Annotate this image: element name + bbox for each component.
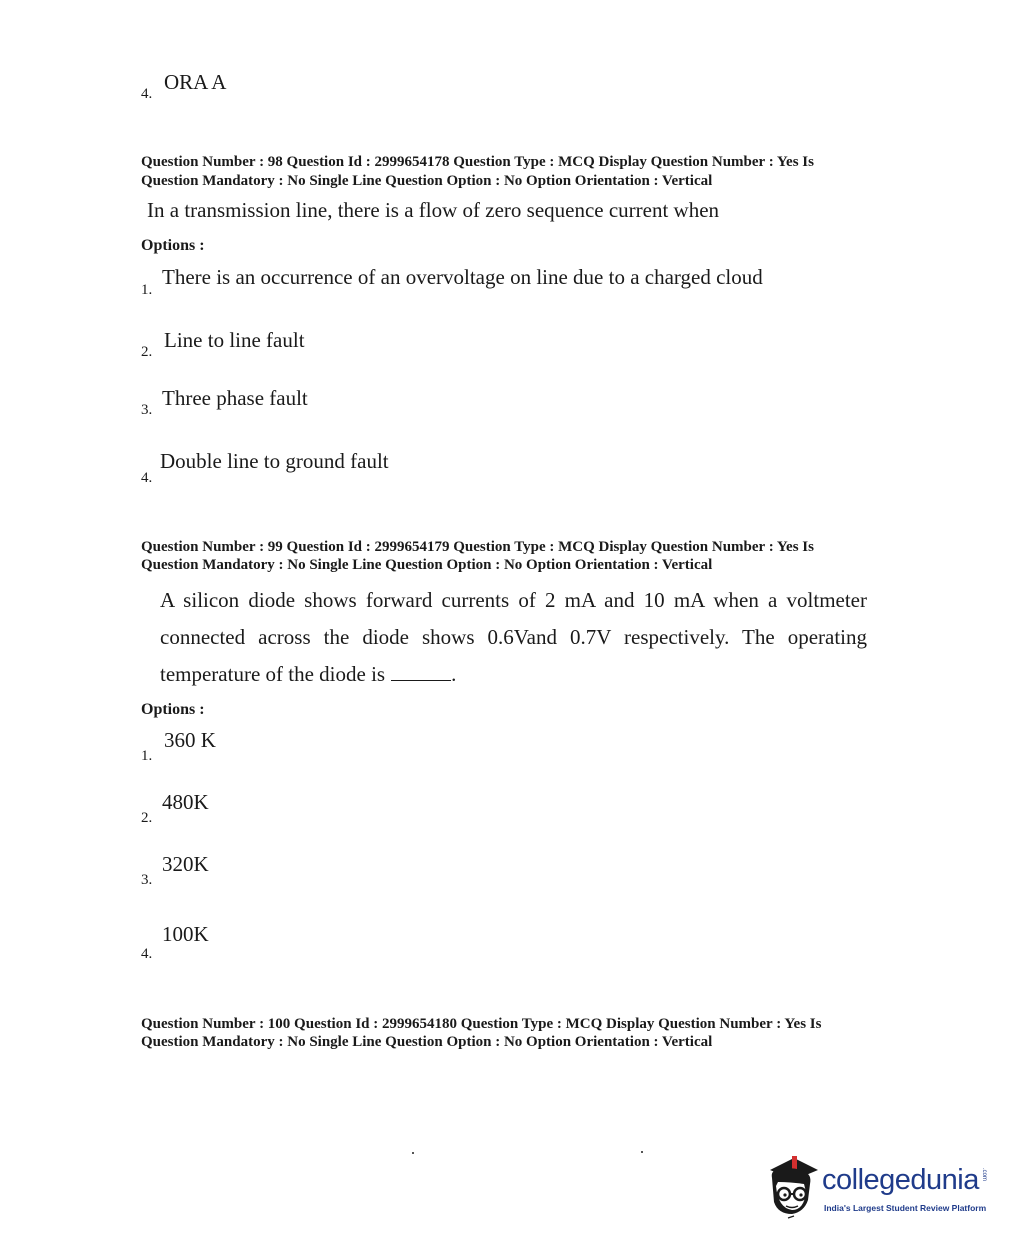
q98-option-2-number: 2. xyxy=(141,344,153,360)
q99-option-2-text: 480K xyxy=(162,790,209,814)
q98-stem: In a transmission line, there is a flow of zero sequence current when xyxy=(147,198,720,222)
collegedunia-logo xyxy=(764,1152,994,1224)
logo-tagline: India's Largest Student Review Platform xyxy=(824,1203,987,1213)
q99-option-3-number: 3. xyxy=(141,872,153,888)
q99-option-4-text: 100K xyxy=(162,922,209,946)
q100-meta-line2: Question Mandatory : No Single Line Question Option : No Option Orientation : Vertical xyxy=(141,1034,713,1050)
q99-stem-end: . xyxy=(451,662,457,686)
q100-meta-line1: Question Number : 100 Question Id : 2999654180 Question Type : MCQ Display Question Number : Yes Is xyxy=(141,1016,822,1032)
scan-speck xyxy=(412,1152,414,1154)
q99-meta-line1: Question Number : 99 Question Id : 2999654179 Question Type : MCQ Display Question Number : Yes Is xyxy=(141,539,814,555)
q99-stem-line3-text: temperature of the diode is xyxy=(160,662,386,686)
q98-option-4-text: Double line to ground fault xyxy=(160,449,389,473)
q98-option-3-text: Three phase fault xyxy=(162,386,308,410)
q98-option-2-text: Line to line fault xyxy=(164,328,305,352)
logo-brand: collegedunia xyxy=(822,1164,979,1196)
answer-blank xyxy=(391,680,451,681)
prev-option-4-number: 4. xyxy=(141,86,153,102)
q98-option-1-text: There is an occurrence of an overvoltage on line due to a charged cloud xyxy=(162,265,763,289)
scan-speck xyxy=(641,1151,643,1153)
q99-stem-line1: A silicon diode shows forward currents of 2 mA and 10 mA when a voltmeter xyxy=(160,588,867,612)
q98-option-1-number: 1. xyxy=(141,282,153,298)
q99-option-1-number: 1. xyxy=(141,748,153,764)
logo-com: .com xyxy=(981,1168,987,1182)
q99-option-3-text: 320K xyxy=(162,852,209,876)
q99-meta-line2: Question Mandatory : No Single Line Question Option : No Option Orientation : Vertical xyxy=(141,557,713,573)
q98-meta-line1: Question Number : 98 Question Id : 2999654178 Question Type : MCQ Display Question Number : Yes Is xyxy=(141,154,814,170)
q99-option-4-number: 4. xyxy=(141,946,153,962)
q98-meta-line2: Question Mandatory : No Single Line Question Option : No Option Orientation : Vertical xyxy=(141,173,713,189)
q99-option-2-number: 2. xyxy=(141,810,153,826)
q98-options-label: Options : xyxy=(141,237,205,254)
prev-option-4-text: ORA A xyxy=(164,70,227,94)
q98-option-4-number: 4. xyxy=(141,470,153,486)
q99-options-label: Options : xyxy=(141,701,205,718)
q99-stem-line3 xyxy=(160,662,456,687)
q99-option-1-text: 360 K xyxy=(164,728,216,752)
q98-option-3-number: 3. xyxy=(141,402,153,418)
q99-stem-line2: connected across the diode shows 0.6Vand 0.7V respectively. The operating xyxy=(160,625,867,649)
mascot-icon xyxy=(764,1152,822,1222)
